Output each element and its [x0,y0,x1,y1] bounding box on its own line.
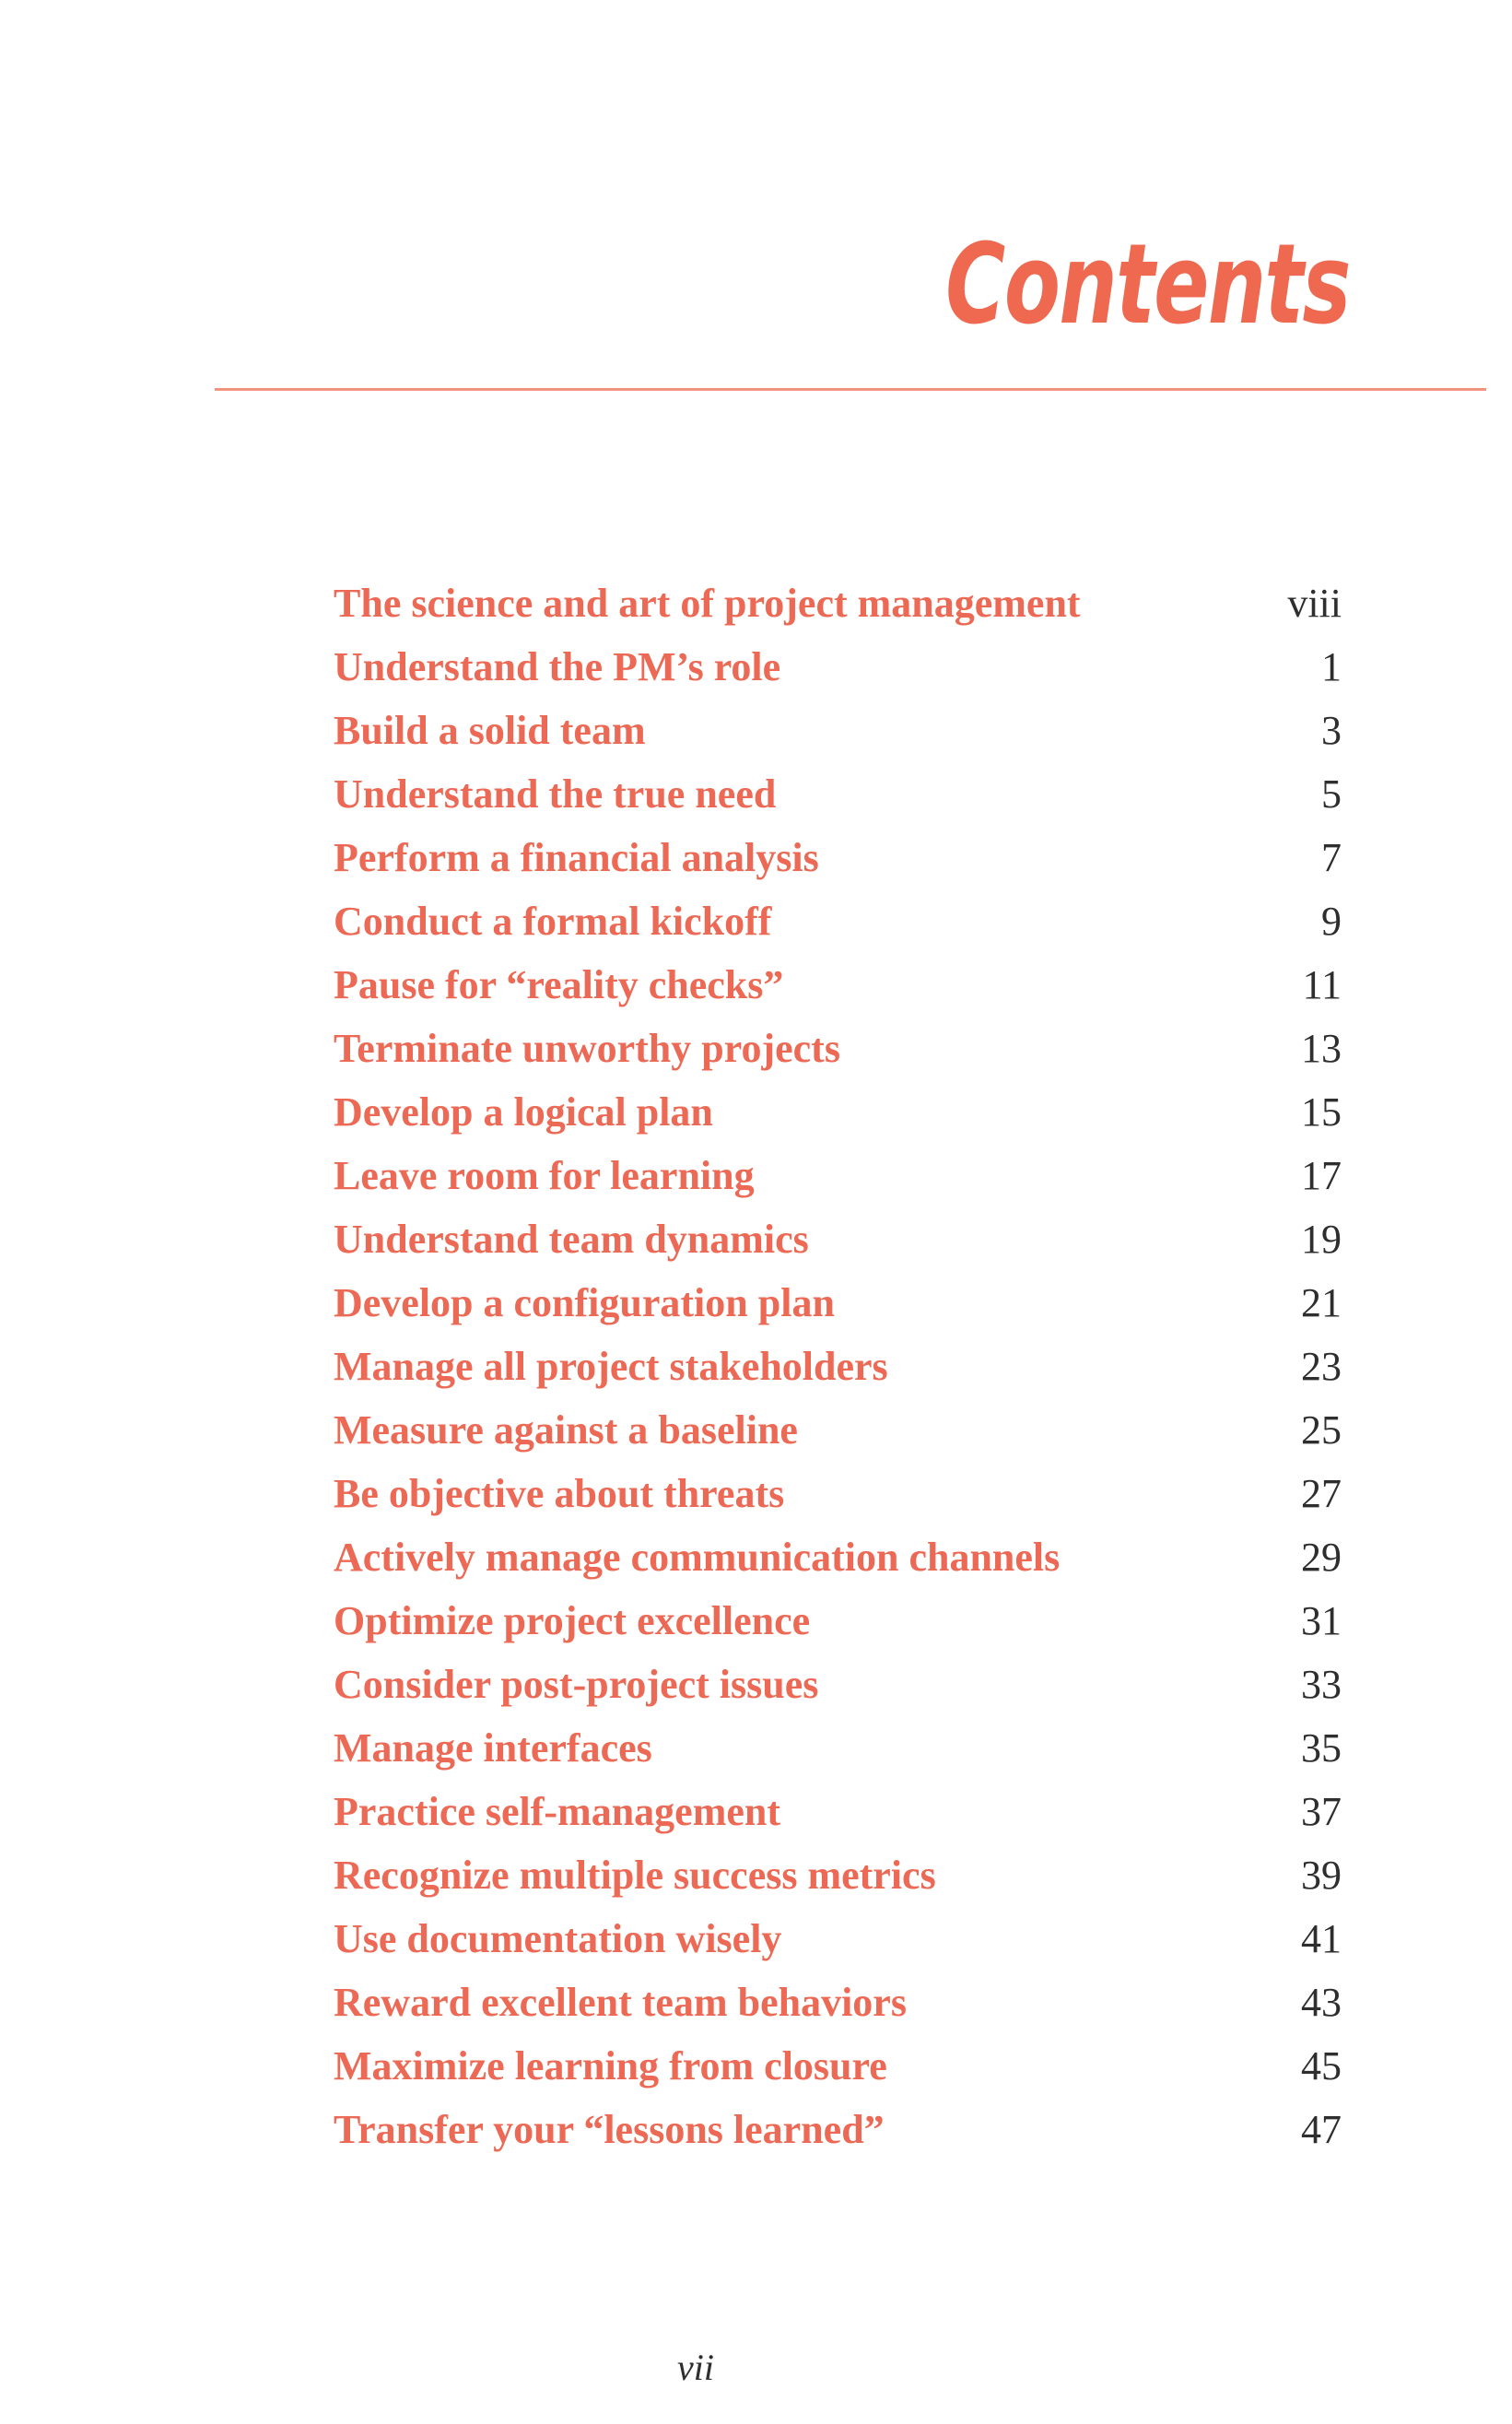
toc-entry-title: Understand team dynamics [334,1217,809,1262]
toc-entry[interactable] [334,2098,1342,2161]
toc-entry-page-number: viii [1287,581,1342,626]
toc-entry[interactable] [334,1080,1342,1144]
toc-entry[interactable] [334,1780,1342,1843]
toc-entry-page-number: 25 [1301,1407,1342,1453]
toc-entry-title: Recognize multiple success metrics [334,1853,936,1898]
toc-entry-page-number: 9 [1321,899,1342,944]
toc-entry-page-number: 13 [1301,1026,1342,1071]
toc-entry-title: Optimize project excellence [334,1598,811,1643]
toc-entry-page-number: 29 [1301,1535,1342,1580]
toc-entry[interactable] [334,1017,1342,1080]
toc-entry-page-number: 39 [1301,1853,1342,1898]
toc-entry[interactable] [334,1271,1342,1335]
toc-entry-page-number: 47 [1301,2107,1342,2152]
toc-entry[interactable] [334,1144,1342,1207]
toc-entry[interactable] [334,889,1342,953]
toc-entry-page-number: 33 [1301,1662,1342,1707]
toc-entry[interactable] [334,1335,1342,1398]
toc-entry-page-number: 3 [1321,708,1342,753]
toc-entry-page-number: 41 [1301,1916,1342,1961]
toc-entry-page-number: 17 [1301,1153,1342,1198]
toc-entry-title: Understand the PM’s role [334,644,781,689]
toc-entry-title: Pause for “reality checks” [334,962,784,1007]
toc-entry-title: Build a solid team [334,708,646,753]
page-number: vii [677,2347,714,2388]
toc-entry[interactable] [334,571,1342,635]
toc-entry-title: Develop a logical plan [334,1089,713,1135]
toc-entry-title: The science and art of project management [334,581,1081,626]
toc-entry-page-number: 19 [1301,1217,1342,1262]
toc-entry-page-number: 45 [1301,2043,1342,2089]
toc-entry-title: Transfer your “lessons learned” [334,2107,885,2152]
toc-entry-title: Measure against a baseline [334,1407,798,1453]
toc-entry[interactable] [334,1843,1342,1907]
toc-entry-page-number: 23 [1301,1344,1342,1389]
toc-entry-title: Perform a financial analysis [334,835,819,880]
table-of-contents [334,571,1342,2161]
toc-entry[interactable] [334,1589,1342,1653]
toc-entry-title: Use documentation wisely [334,1916,782,1961]
toc-entry-page-number: 31 [1301,1598,1342,1643]
toc-entry-title: Reward excellent team behaviors [334,1980,907,2025]
toc-entry[interactable] [334,1207,1342,1271]
toc-entry-page-number: 43 [1301,1980,1342,2025]
toc-entry-page-number: 15 [1301,1089,1342,1135]
toc-entry-title: Be objective about threats [334,1471,785,1516]
toc-entry-title: Conduct a formal kickoff [334,899,772,944]
toc-entry[interactable] [334,953,1342,1017]
toc-entry-title: Manage all project stakeholders [334,1344,888,1389]
toc-entry-title: Manage interfaces [334,1725,652,1771]
toc-entry[interactable] [334,1971,1342,2034]
toc-entry-title: Actively manage communication channels [334,1535,1061,1580]
toc-entry-page-number: 7 [1321,835,1342,880]
toc-entry[interactable] [334,1398,1342,1462]
toc-entry[interactable] [334,1462,1342,1525]
toc-entry-page-number: 21 [1301,1280,1342,1325]
toc-entry-page-number: 1 [1321,644,1342,689]
toc-entry-page-number: 35 [1301,1725,1342,1771]
toc-entry-page-number: 37 [1301,1789,1342,1834]
toc-entry-page-number: 11 [1302,962,1342,1007]
toc-entry-title: Develop a configuration plan [334,1280,835,1325]
title-divider [215,388,1486,391]
toc-entry-title: Leave room for learning [334,1153,755,1198]
toc-entry[interactable] [334,2034,1342,2098]
toc-entry[interactable] [334,1716,1342,1780]
toc-entry[interactable] [334,635,1342,699]
toc-entry-title: Maximize learning from closure [334,2043,887,2089]
toc-entry[interactable] [334,1653,1342,1716]
toc-entry-title: Terminate unworthy projects [334,1026,840,1071]
toc-entry[interactable] [334,1907,1342,1971]
toc-entry[interactable] [334,762,1342,826]
toc-entry-title: Understand the true need [334,771,777,817]
toc-entry[interactable] [334,699,1342,762]
toc-entry-title: Practice self-management [334,1789,781,1834]
toc-entry[interactable] [334,826,1342,889]
toc-entry-page-number: 5 [1321,771,1342,817]
page-title: Contents [945,221,1350,349]
toc-entry-page-number: 27 [1301,1471,1342,1516]
toc-entry-title: Consider post-project issues [334,1662,819,1707]
toc-entry[interactable] [334,1525,1342,1589]
